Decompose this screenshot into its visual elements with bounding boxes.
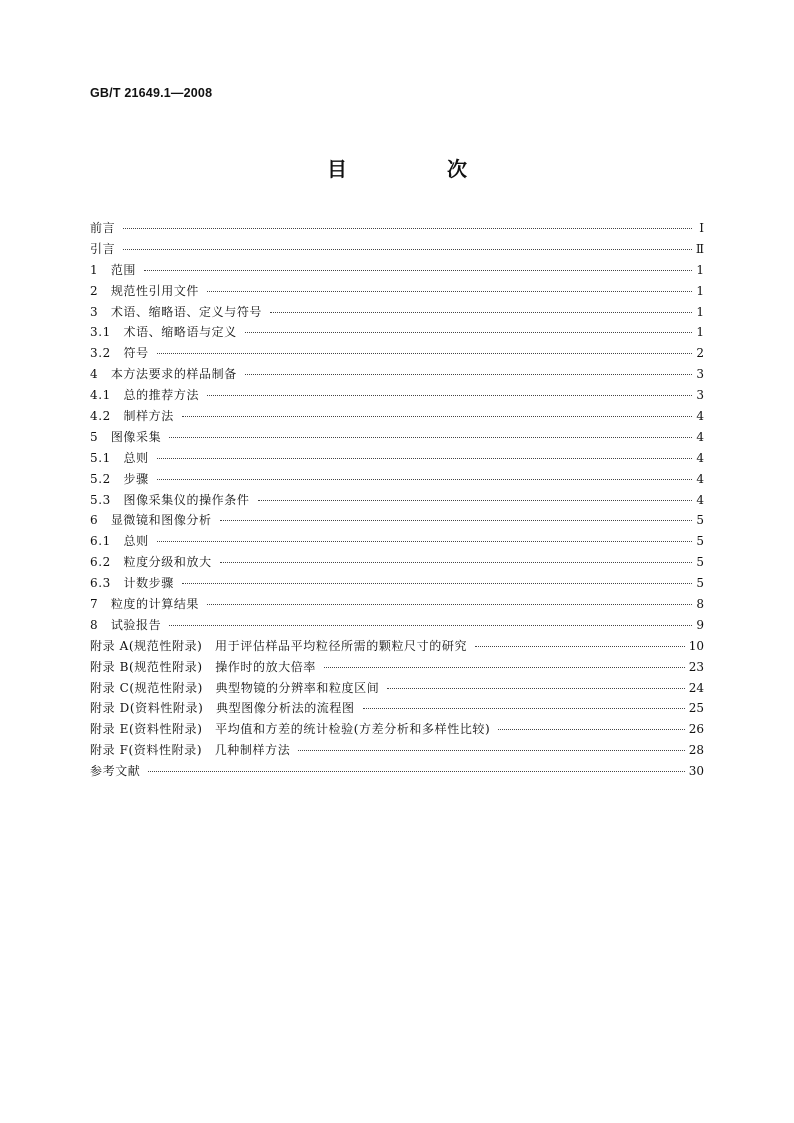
toc-dot-leader xyxy=(169,625,692,626)
toc-entry-label: 附录 F(资料性附录) 几种制样方法 xyxy=(90,743,291,758)
toc-dot-leader xyxy=(157,458,692,459)
toc-dot-leader xyxy=(220,520,692,521)
toc-dot-leader xyxy=(157,353,692,354)
toc-entry-page-number: Ⅱ xyxy=(695,241,704,256)
toc-dot-leader xyxy=(324,667,685,668)
toc-entry-label: 3 术语、缩略语、定义与符号 xyxy=(90,304,263,319)
toc-entry[interactable] xyxy=(90,510,704,531)
toc-entry-page-number: 3 xyxy=(696,388,704,403)
toc-entry-page-number: 25 xyxy=(688,701,704,716)
toc-entry-label: 6.2 粒度分级和放大 xyxy=(90,555,212,570)
toc-entry-page-number: I xyxy=(699,221,704,235)
toc-entry-label: 2 规范性引用文件 xyxy=(90,283,200,298)
table-of-contents xyxy=(90,218,704,782)
toc-dot-leader xyxy=(144,270,692,271)
toc-entry-label: 5.2 步骤 xyxy=(90,471,149,486)
toc-entry-label: 7 粒度的计算结果 xyxy=(90,597,200,612)
toc-entry[interactable] xyxy=(90,343,704,364)
toc-entry[interactable] xyxy=(90,239,704,260)
toc-entry-label: 4.2 制样方法 xyxy=(90,409,174,424)
toc-entry[interactable] xyxy=(90,657,704,678)
toc-entry-label: 4.1 总的推荐方法 xyxy=(90,388,200,403)
toc-entry-page-number: 4 xyxy=(696,429,704,444)
toc-dot-leader xyxy=(245,374,692,375)
toc-dot-leader xyxy=(207,604,692,605)
toc-entry-page-number: 30 xyxy=(688,764,704,779)
toc-entry-page-number: 10 xyxy=(688,638,704,653)
toc-entry-page-number: 5 xyxy=(696,576,704,591)
toc-entry-label: 6 显微镜和图像分析 xyxy=(90,513,212,528)
toc-entry-page-number: 5 xyxy=(696,513,704,528)
toc-entry-label: 6.3 计数步骤 xyxy=(90,576,174,591)
toc-dot-leader xyxy=(258,500,693,501)
toc-entry[interactable] xyxy=(90,740,704,761)
toc-dot-leader xyxy=(207,291,692,292)
toc-entry-page-number: 2 xyxy=(696,346,704,361)
toc-entry-page-number: 9 xyxy=(696,617,704,632)
toc-entry[interactable] xyxy=(90,281,704,302)
toc-entry[interactable] xyxy=(90,406,704,427)
toc-entry-page-number: 4 xyxy=(696,492,704,507)
toc-dot-leader xyxy=(123,228,692,229)
toc-dot-leader xyxy=(182,583,692,584)
toc-entry-page-number: 28 xyxy=(688,743,704,758)
toc-entry-label: 附录 A(规范性附录) 用于评估样品平均粒径所需的颗粒尺寸的研究 xyxy=(90,638,468,653)
toc-entry[interactable] xyxy=(90,490,704,511)
toc-entry[interactable] xyxy=(90,427,704,448)
toc-entry[interactable] xyxy=(90,218,704,239)
toc-entry-page-number: 26 xyxy=(688,722,704,737)
toc-entry[interactable] xyxy=(90,594,704,615)
toc-entry-page-number: 4 xyxy=(696,409,704,424)
toc-entry-label: 附录 B(规范性附录) 操作时的放大倍率 xyxy=(90,659,316,674)
toc-entry-page-number: 4 xyxy=(696,471,704,486)
toc-entry-page-number: 24 xyxy=(688,680,704,695)
toc-entry[interactable] xyxy=(90,364,704,385)
toc-entry-page-number: 23 xyxy=(688,659,704,674)
toc-entry[interactable] xyxy=(90,719,704,740)
toc-entry[interactable] xyxy=(90,678,704,699)
toc-entry-label: 前言 xyxy=(90,221,116,235)
toc-entry[interactable] xyxy=(90,698,704,719)
toc-entry[interactable] xyxy=(90,552,704,573)
toc-entry-label: 3.1 术语、缩略语与定义 xyxy=(90,325,237,340)
toc-entry-page-number: 3 xyxy=(696,367,704,382)
toc-dot-leader xyxy=(148,771,684,772)
toc-entry-page-number: 1 xyxy=(696,325,704,340)
toc-entry[interactable] xyxy=(90,573,704,594)
toc-dot-leader xyxy=(157,541,692,542)
toc-entry[interactable] xyxy=(90,385,704,406)
toc-dot-leader xyxy=(207,395,692,396)
toc-dot-leader xyxy=(298,750,684,751)
toc-dot-leader xyxy=(220,562,692,563)
toc-entry-label: 引言 xyxy=(90,241,116,256)
toc-entry-label: 附录 E(资料性附录) 平均值和方差的统计检验(方差分析和多样性比较) xyxy=(90,722,491,737)
toc-dot-leader xyxy=(270,312,692,313)
page-title: 目 次 xyxy=(327,157,507,181)
toc-entry[interactable] xyxy=(90,322,704,343)
toc-dot-leader xyxy=(182,416,692,417)
toc-entry-label: 3.2 符号 xyxy=(90,346,149,361)
toc-dot-leader xyxy=(123,249,692,250)
toc-dot-leader xyxy=(387,688,684,689)
toc-entry-page-number: 8 xyxy=(696,597,704,612)
toc-entry-page-number: 5 xyxy=(696,534,704,549)
toc-entry-page-number: 4 xyxy=(696,450,704,465)
toc-entry[interactable] xyxy=(90,636,704,657)
toc-dot-leader xyxy=(498,729,684,730)
toc-entry-label: 参考文献 xyxy=(90,764,141,779)
toc-entry-label: 8 试验报告 xyxy=(90,617,162,632)
toc-entry[interactable] xyxy=(90,761,704,782)
toc-entry-page-number: 1 xyxy=(696,283,704,298)
toc-entry-page-number: 1 xyxy=(696,304,704,319)
toc-dot-leader xyxy=(157,479,692,480)
toc-entry-page-number: 1 xyxy=(696,262,704,277)
toc-entry-label: 6.1 总则 xyxy=(90,534,149,549)
toc-entry-label: 4 本方法要求的样品制备 xyxy=(90,367,237,382)
toc-entry[interactable] xyxy=(90,448,704,469)
toc-entry-label: 附录 C(规范性附录) 典型物镜的分辨率和粒度区间 xyxy=(90,680,380,695)
standard-code: GB/T 21649.1—2008 xyxy=(90,86,213,100)
toc-entry[interactable] xyxy=(90,531,704,552)
toc-entry[interactable] xyxy=(90,302,704,323)
toc-entry[interactable] xyxy=(90,615,704,636)
toc-entry[interactable] xyxy=(90,260,704,281)
toc-entry-label: 附录 D(资料性附录) 典型图像分析法的流程图 xyxy=(90,701,355,716)
toc-entry-page-number: 5 xyxy=(696,555,704,570)
toc-entry-label: 1 范围 xyxy=(90,262,137,277)
toc-entry-label: 5.1 总则 xyxy=(90,450,149,465)
toc-entry[interactable] xyxy=(90,469,704,490)
toc-dot-leader xyxy=(475,646,685,647)
toc-dot-leader xyxy=(363,708,685,709)
toc-entry-label: 5 图像采集 xyxy=(90,429,162,444)
toc-dot-leader xyxy=(169,437,692,438)
toc-dot-leader xyxy=(245,332,692,333)
toc-entry-label: 5.3 图像采集仪的操作条件 xyxy=(90,492,250,507)
